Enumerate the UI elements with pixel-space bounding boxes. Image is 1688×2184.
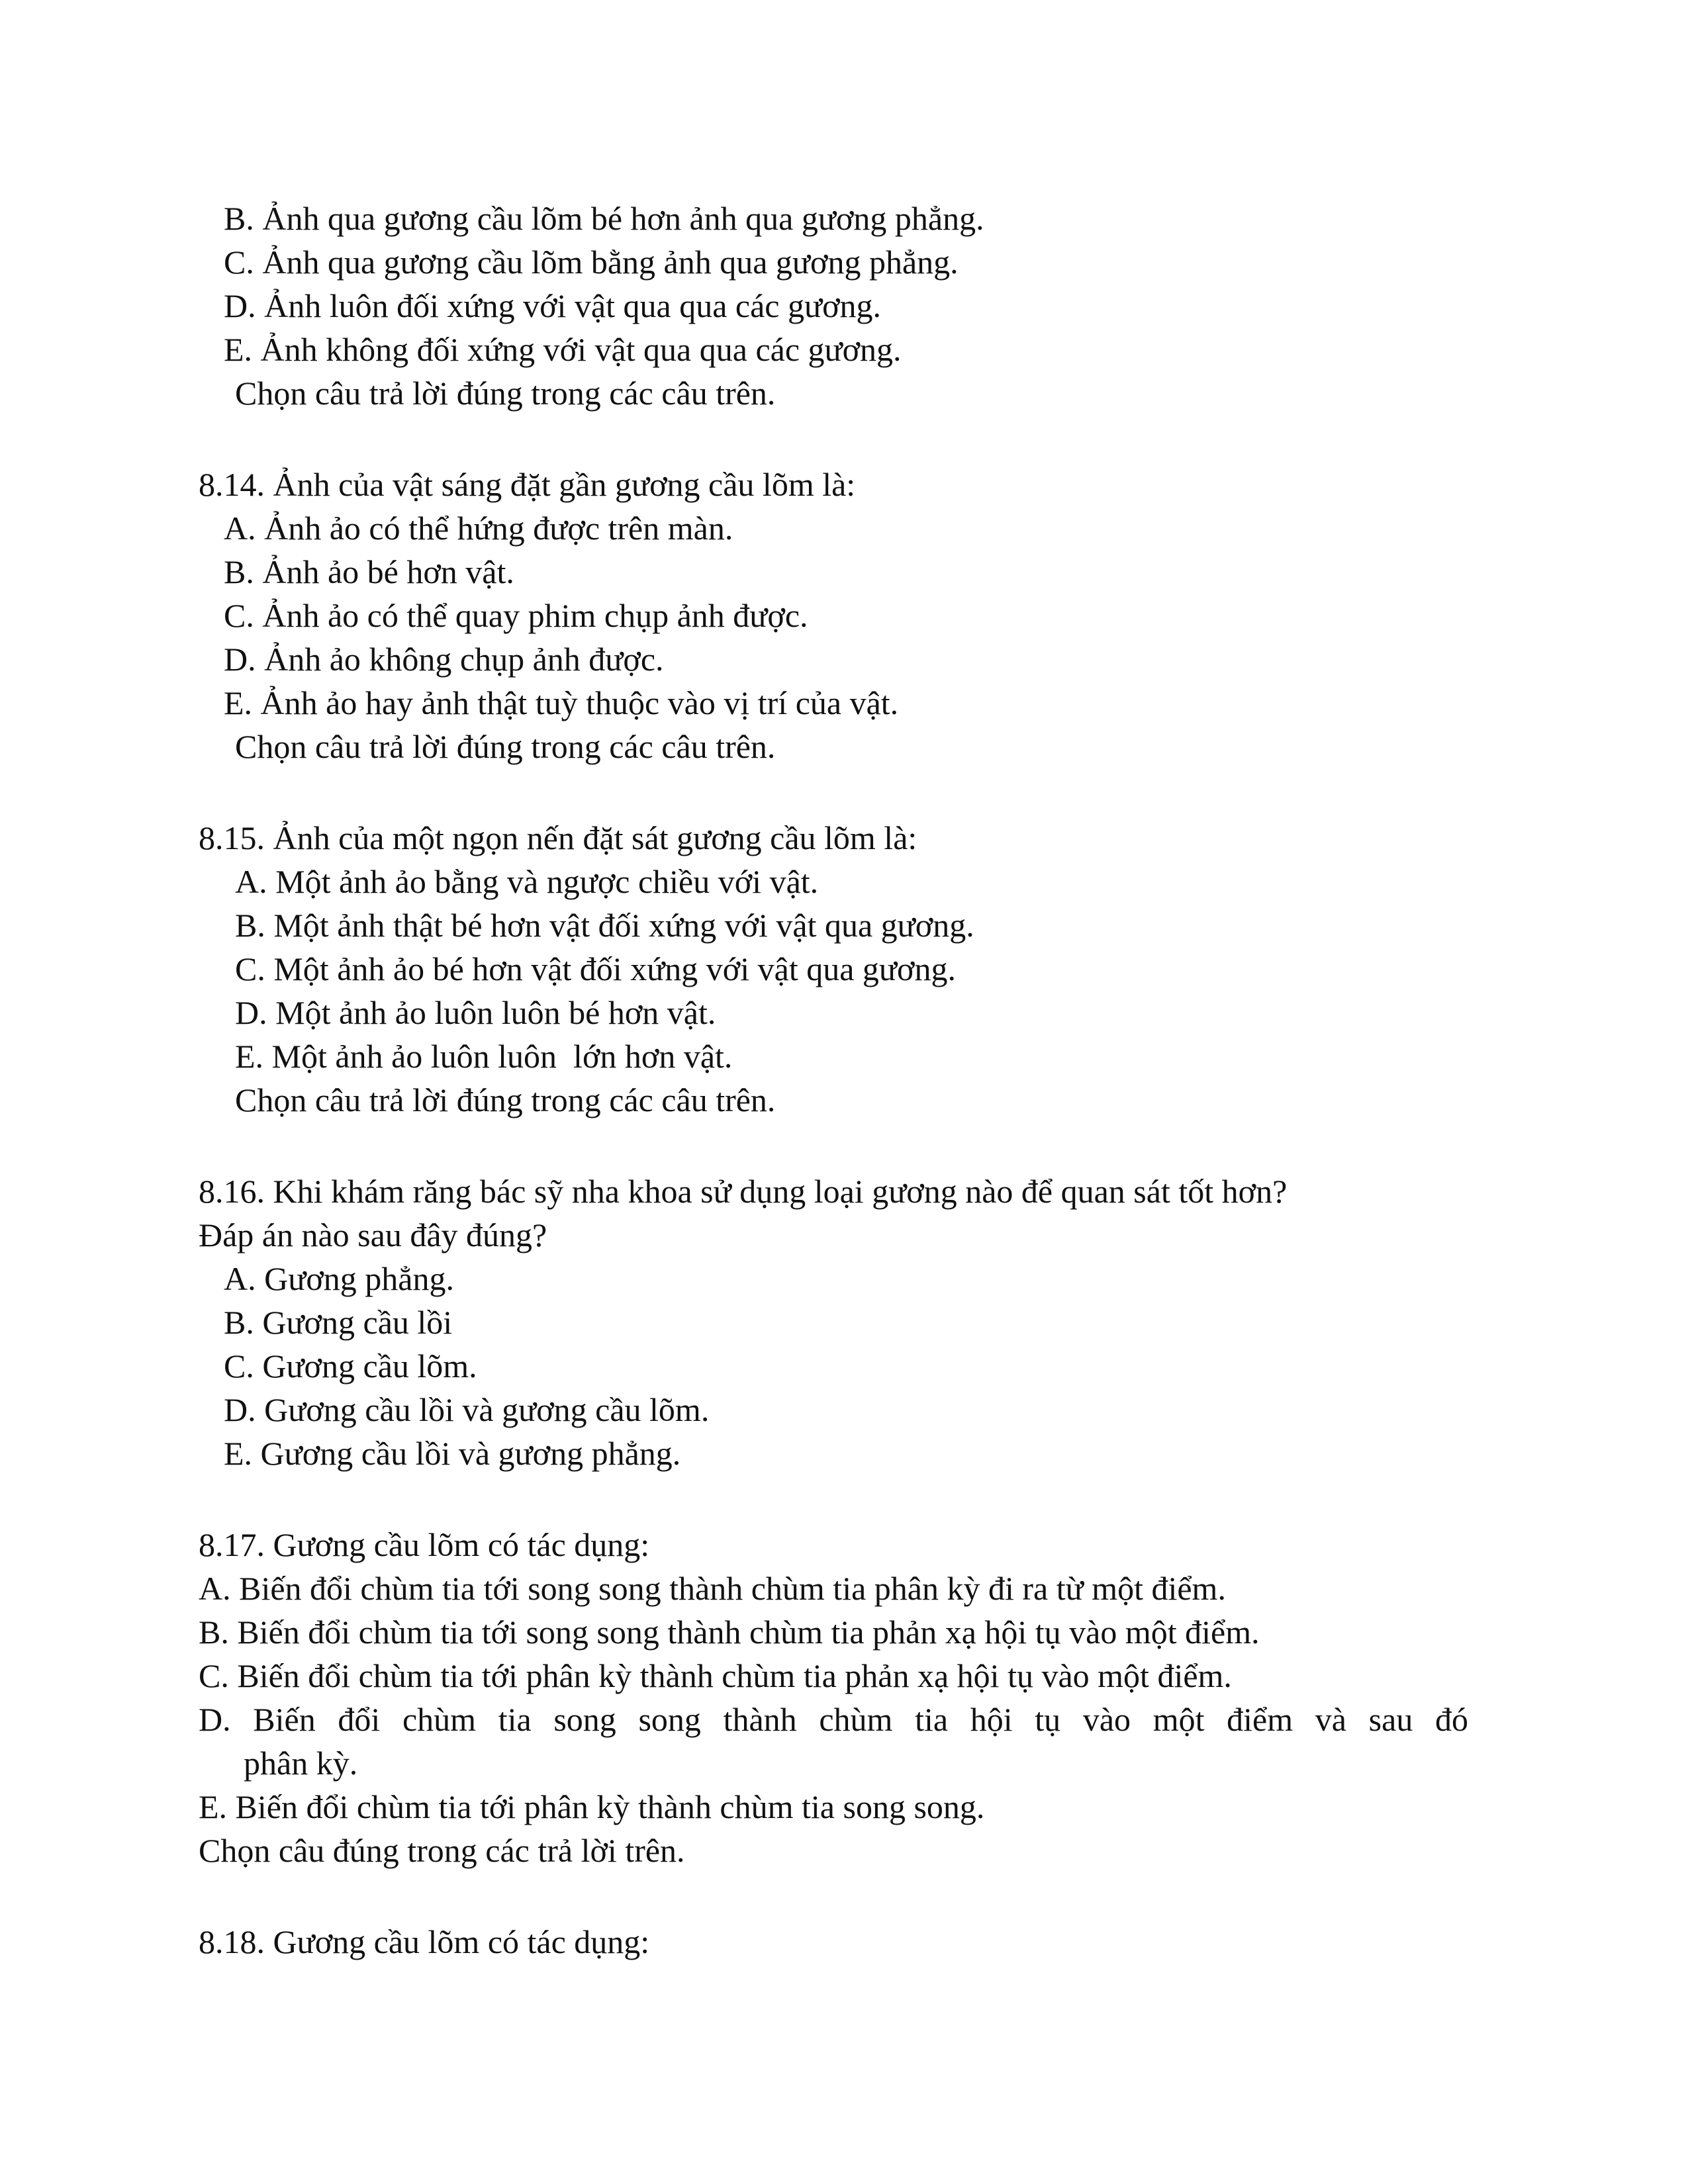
q17-option-b: B. Biến đổi chùm tia tới song song thành chùm tia phản xạ hội tụ vào một điểm. (199, 1614, 1260, 1651)
q15-option-b: B. Một ảnh thật bé hơn vật đối xứng với vật qua gương. (235, 907, 974, 944)
q15-option-d: D. Một ảnh ảo luôn luôn bé hơn vật. (235, 994, 716, 1031)
q14-option-e: E. Ảnh ảo hay ảnh thật tuỳ thuộc vào vị trí của vật. (224, 684, 899, 721)
q17-option-d-line2: phân kỳ. (244, 1745, 358, 1782)
q13-option-d: D. Ảnh luôn đối xứng với vật qua qua các gương. (224, 287, 882, 324)
q14-option-c: C. Ảnh ảo có thể quay phim chụp ảnh được. (224, 597, 808, 634)
q15-option-e: E. Một ảnh ảo luôn luôn lớn hơn vật. (235, 1038, 733, 1075)
q18-title: 8.18. Gương cầu lõm có tác dụng: (199, 1923, 650, 1960)
q16-title-line1: 8.16. Khi khám răng bác sỹ nha khoa sử dụng loại gương nào để quan sát tốt hơn? (199, 1173, 1288, 1210)
q15-title: 8.15. Ảnh của một ngọn nến đặt sát gương cầu lõm là: (199, 819, 917, 856)
q17-option-a: A. Biến đổi chùm tia tới song song thành chùm tia phân kỳ đi ra từ một điểm. (199, 1570, 1226, 1607)
q16-option-e: E. Gương cầu lồi và gương phẳng. (224, 1435, 681, 1472)
q13-option-e: E. Ảnh không đối xứng với vật qua qua các gương. (224, 331, 902, 368)
q14-option-a: A. Ảnh ảo có thể hứng được trên màn. (224, 510, 733, 547)
q16-option-d: D. Gương cầu lồi và gương cầu lõm. (224, 1391, 710, 1428)
q13-option-c: C. Ảnh qua gương cầu lõm bằng ảnh qua gương phẳng. (224, 244, 959, 281)
q13-option-b: B. Ảnh qua gương cầu lõm bé hơn ảnh qua gương phẳng. (224, 200, 984, 237)
q16-option-a: A. Gương phẳng. (224, 1260, 454, 1297)
q15-option-c: C. Một ảnh ảo bé hơn vật đối xứng với vật qua gương. (235, 950, 956, 987)
q15-instruction: Chọn câu trả lời đúng trong các câu trên. (235, 1081, 776, 1118)
q17-option-e: E. Biến đổi chùm tia tới phân kỳ thành chùm tia song song. (199, 1788, 985, 1825)
q16-option-c: C. Gương cầu lõm. (224, 1347, 477, 1385)
q17-option-c: C. Biến đổi chùm tia tới phân kỳ thành chùm tia phản xạ hội tụ vào một điểm. (199, 1657, 1232, 1694)
q14-instruction: Chọn câu trả lời đúng trong các câu trên. (235, 728, 776, 765)
q14-option-b: B. Ảnh ảo bé hơn vật. (224, 553, 514, 590)
q17-option-d-line1: D. Biến đổi chùm tia song song thành chùm tia hội tụ vào một điểm và sau đó (199, 1701, 1468, 1738)
q17-instruction: Chọn câu đúng trong các trả lời trên. (199, 1832, 685, 1869)
q16-title-line2: Đáp án nào sau đây đúng? (199, 1216, 547, 1253)
q15-option-a: A. Một ảnh ảo bằng và ngược chiều với vật. (235, 863, 819, 900)
q14-title: 8.14. Ảnh của vật sáng đặt gần gương cầu lõm là: (199, 466, 856, 503)
q17-title: 8.17. Gương cầu lõm có tác dụng: (199, 1526, 650, 1563)
q13-instruction: Chọn câu trả lời đúng trong các câu trên. (235, 375, 776, 412)
q16-option-b: B. Gương cầu lồi (224, 1304, 453, 1341)
q14-option-d: D. Ảnh ảo không chụp ảnh được. (224, 641, 664, 678)
